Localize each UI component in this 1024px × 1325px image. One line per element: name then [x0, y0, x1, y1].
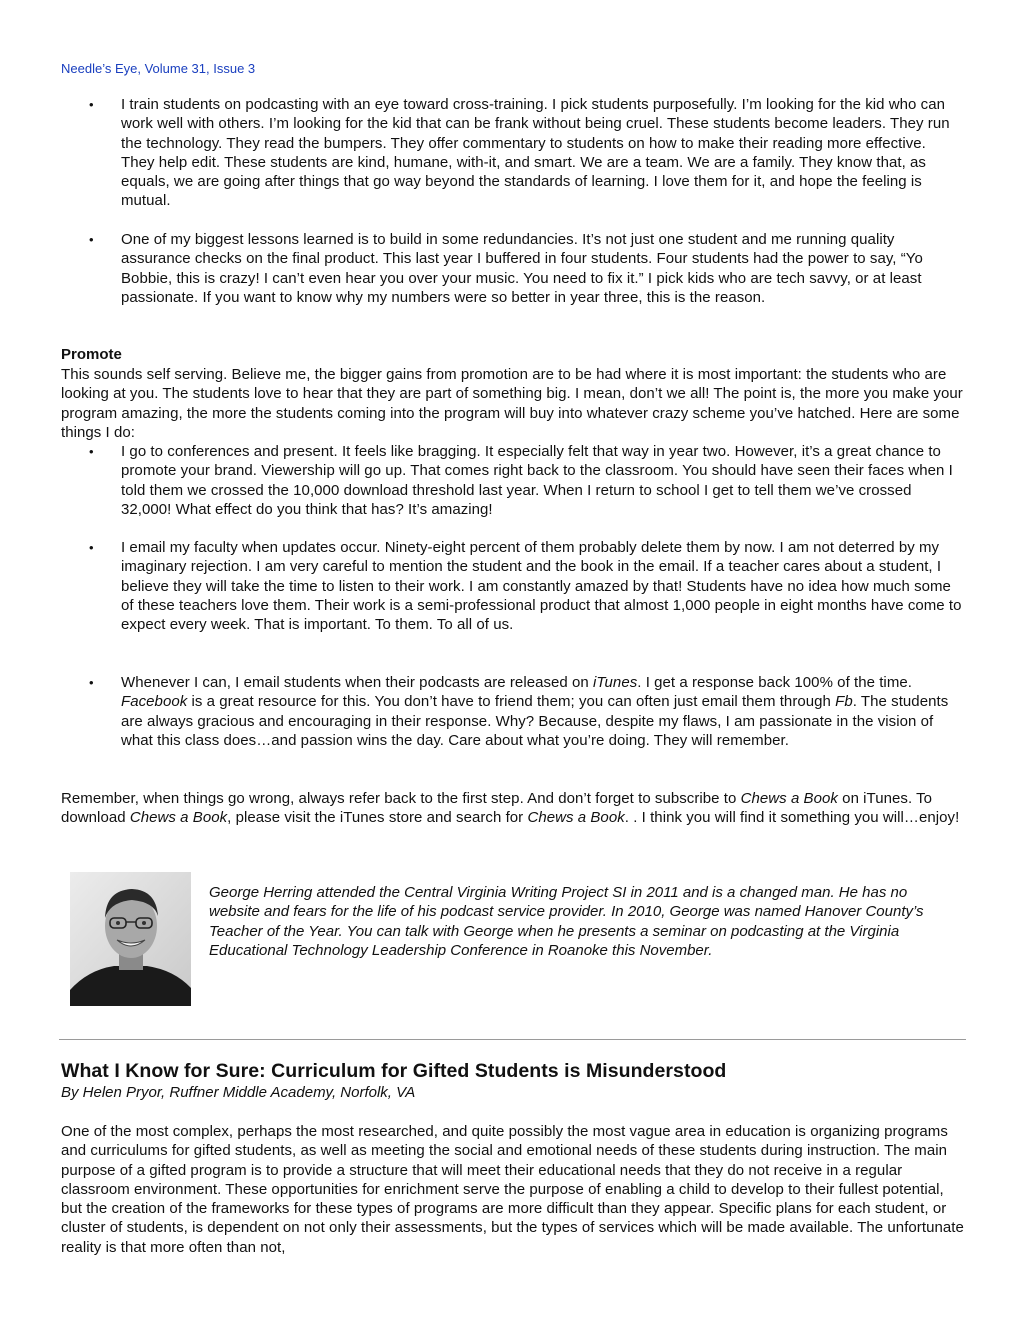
text-run: . I get a response back 100% of the time.	[637, 674, 912, 691]
text-run: . The students are always gracious and encouraging in their response. Why? Because, despite my flaws, I am passionate in the vision of what this class does…and passion wins the day. Care about what you’re doing. They will remember.	[121, 693, 949, 749]
podcast-bullet-list-2	[0, 230, 1024, 307]
running-head: Needle’s Eye, Volume 31, Issue 3	[61, 61, 256, 76]
bullet-email-students	[0, 673, 1024, 750]
text-run: Whenever I can, I email students when their podcasts are released on	[121, 674, 594, 691]
bullet-conferences: • I go to conferences and present. It feels like bragging. It especially felt that way in year two. However, it’s a great chance to promote your brand. Viewership will go up. That comes right back to the classroom. You should have seen their faces when I told them we crossed the 10,000 download threshold last year. When I return to school I get to tell them we’ve crossed 32,000! What effect do you think that has? It’s amazing!	[0, 442, 1024, 519]
italic-itunes: iTunes	[593, 674, 638, 691]
bullet-redundancies: • One of my biggest lessons learned is to build in some redundancies. It’s not just one student and me running quality assurance checks on the final product. This last year I buffered in four students. Four students had the power to say, “Yo Bobbie, this is crazy! I can’t even hear you over your music. You need to fix it.” I pick kids who are tech savvy, or at least passionate. If you want to know why my numbers were so better in year three, this is the reason.	[0, 230, 1024, 307]
bullet-cross-training: • I train students on podcasting with an eye toward cross-training. I pick students purposefully. I’m looking for the kid who can work well with others. I’m looking for the kid that can be frank without being cruel. These students become leaders. They run the technology. They read the bumpers. They offer commentary to students on how to make their reading more effective. They help edit. These students are kind, humane, with-it, and smart. We are a team. We are a family. They know that, as equals, we are going after things that go way beyond the standards of learning. I love them for it, and hope the feeling is mutual.	[0, 95, 1024, 211]
italic-facebook: Facebook	[121, 693, 188, 711]
text-run: , please visit the iTunes store and search for	[227, 809, 528, 827]
italic-fb: Fb	[835, 693, 853, 711]
promote-intro-paragraph: This sounds self serving. Believe me, the bigger gains from promotion are to be had where it is most important: the students who are looking at you. The students love to hear that they are part of something big. I mean, don’t we all! The point is, the more you make your program amazing, the more the students coming into the program will buy into whatever crazy scheme you’ve hatched. Here are some things I do:	[61, 366, 963, 441]
closing-paragraph	[61, 789, 966, 828]
author-portrait-illustration	[70, 872, 191, 1006]
bullet-email-faculty: • I email my faculty when updates occur. Ninety-eight percent of them probably delete them by now. I am not deterred by my imaginary rejection. I am very careful to mention the student and the book in the email. If a teacher cares about a student, I believe they will take the time to listen to their work. I am constantly amazed by that! Students have no idea how much some of these teachers love them. Their work is a semi-professional product that almost 1,000 people in eight months have come to expect every week. That is important. To them. To all of us.	[0, 538, 1024, 634]
promote-bullet-list-2	[0, 538, 1024, 634]
promote-bullet-list-1	[0, 442, 1024, 519]
author-bio: George Herring attended the Central Virginia Writing Project SI in 2011 and is a changed man. He has no website and fears for the life of his podcast service provider. In 2010, George was named Hanover County’s Teacher of the Year. You can talk with George when he presents a seminar on podcasting at the Virginia Educational Technology Leadership Conference in Roanoke this November.	[209, 884, 924, 959]
podcast-bullet-list-1	[0, 95, 1024, 211]
text-run: is a great resource for this. You don’t have to friend them; you can often just email them through	[187, 693, 836, 711]
article-byline: By Helen Pryor, Ruffner Middle Academy, Norfolk, VA	[61, 1084, 416, 1101]
section-divider	[59, 1039, 966, 1040]
italic-chews-a-book: Chews a Book	[527, 809, 625, 827]
italic-chews-a-book: Chews a Book	[740, 790, 838, 807]
article-title: What I Know for Sure: Curriculum for Gifted Students is Misunderstood	[61, 1060, 727, 1082]
text-run: . . I think you will find it something you will…enjoy!	[624, 809, 960, 827]
promote-heading: Promote	[61, 346, 122, 363]
promote-bullet-list-3	[0, 673, 1024, 750]
article-body-paragraph: One of the most complex, perhaps the most researched, and quite possibly the most vague area in education is organizing programs and curriculums for gifted students, as well as meeting the social and emotional needs of these students during instruction. The main purpose of a gifted program is to provide a structure that will meet their educational needs that they do not receive in a regular classroom environment. These opportunities for enrichment serve the purpose of enabling a child to develop to their fullest potential, but the creation of the frameworks for these types of programs are more difficult than they appear. Specific plans for each student, or cluster of students, is dependent on not only their assessments, but the types of services which will be made available. The unfortunate reality is that more often than not,	[61, 1123, 964, 1256]
author-photo	[70, 872, 191, 1006]
italic-chews-a-book: Chews a Book	[129, 809, 228, 827]
text-run: on iTunes. To download	[61, 790, 933, 827]
text-run: Remember, when things go wrong, always refer back to the first step. And don’t forget to subscribe to	[61, 790, 741, 807]
